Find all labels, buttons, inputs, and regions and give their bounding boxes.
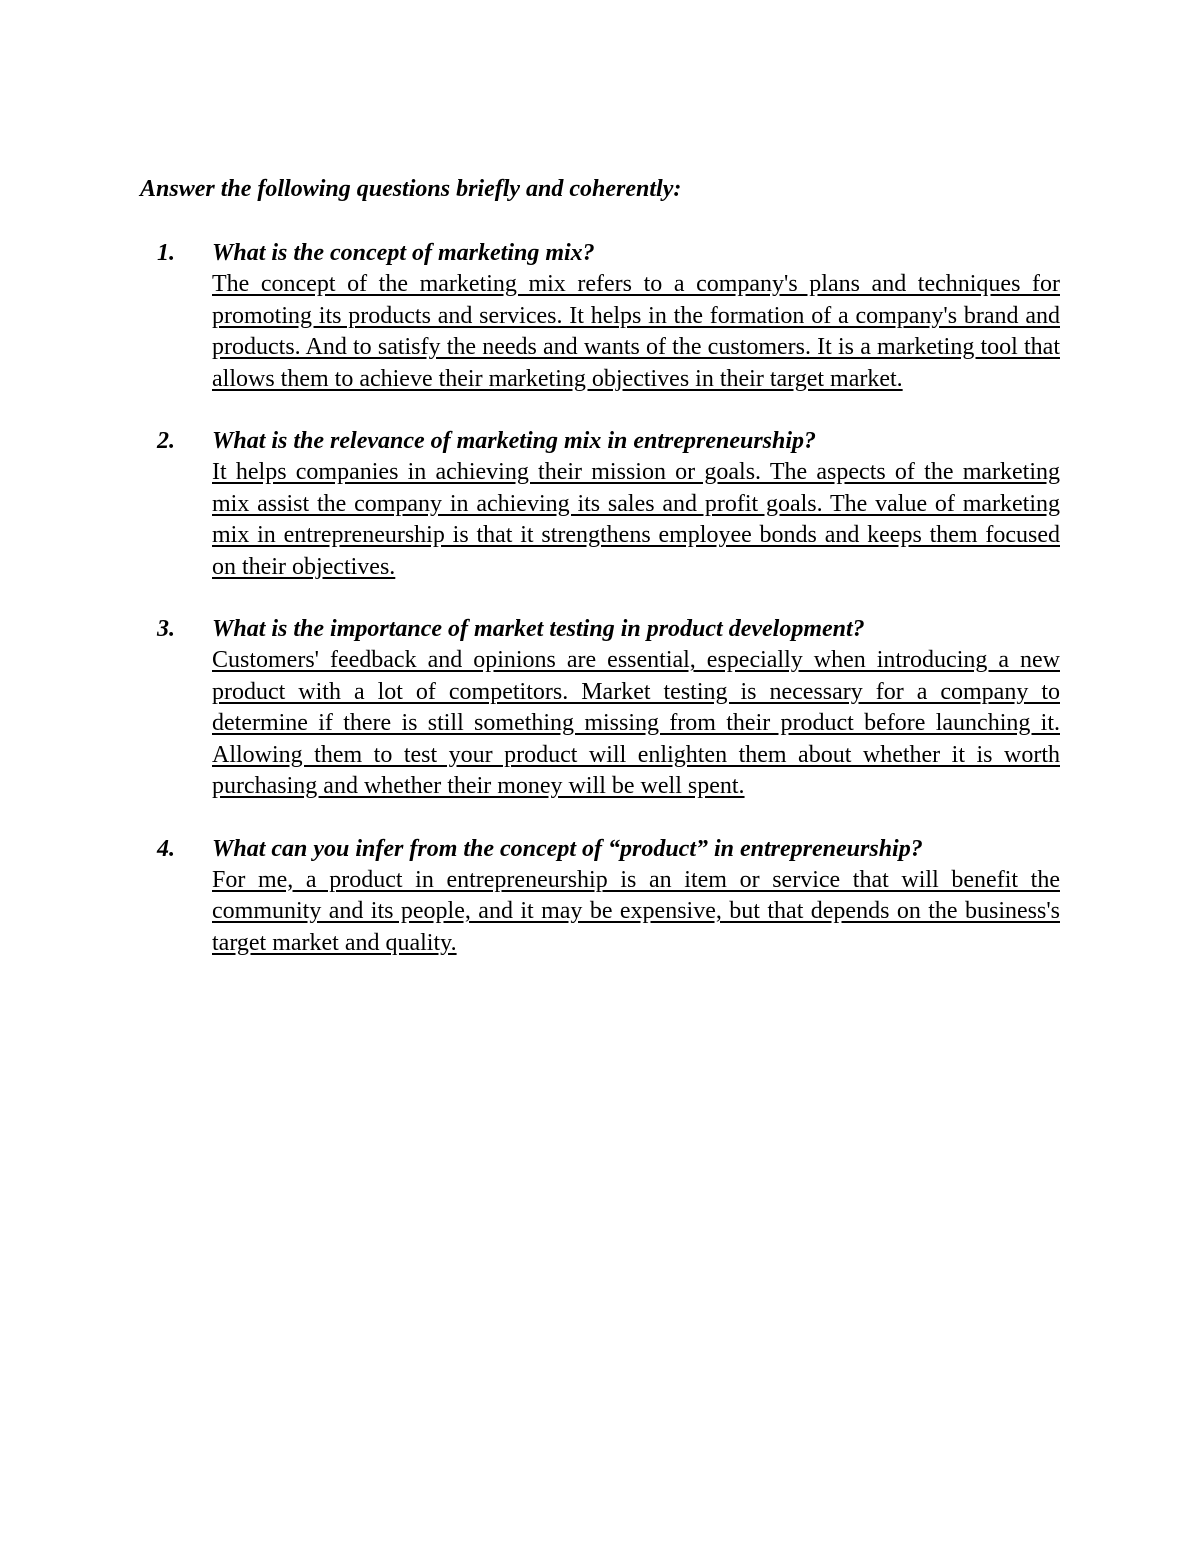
- question-number: 4.: [157, 835, 175, 862]
- answer-text: The concept of the marketing mix refers to a company's plans and techniques for promoting its products and services. It helps in the formation of a company's brand and products. And to satisfy the needs and wants of the customers. It is a marketing tool that allows them to achieve their marketing objectives in their target market.: [212, 271, 1060, 392]
- answer-text: It helps companies in achieving their mission or goals. The aspects of the marketing mix assist the company in achieving its sales and profit goals. The value of marketing mix in entrepreneurship is that it strengthens employee bonds and keeps them focused on their objectives.: [212, 459, 1060, 580]
- question-item: [140, 834, 1060, 960]
- question-text: What can you infer from the concept of “product” in entrepreneurship?: [212, 835, 923, 862]
- question-item: [140, 614, 1060, 803]
- question-number: 1.: [157, 240, 175, 266]
- question-item: [140, 238, 1060, 395]
- question-number: 2.: [157, 428, 175, 454]
- question-list: [140, 238, 1060, 990]
- question-text: What is the importance of market testing in product development?: [212, 616, 865, 642]
- question-text: What is the relevance of marketing mix in entrepreneurship?: [212, 428, 817, 454]
- question-number: 3.: [157, 616, 175, 642]
- answer-text: For me, a product in entrepreneurship is an item or service that will benefit the community and its people, and it may be expensive, but that depends on the business's target market and quality.: [212, 866, 1060, 956]
- question-text: What is the concept of marketing mix?: [212, 240, 595, 266]
- answer-text: Customers' feedback and opinions are essential, especially when introducing a new product with a lot of competitors. Market testing is necessary for a company to determine if there is still something missing from their product before launching it. Allowing them to test your product will enlighten them about whether it is worth purchasing and whether their money will be well spent.: [212, 647, 1060, 799]
- question-item: [140, 426, 1060, 583]
- instructions-heading: Answer the following questions briefly and coherently:: [140, 176, 682, 202]
